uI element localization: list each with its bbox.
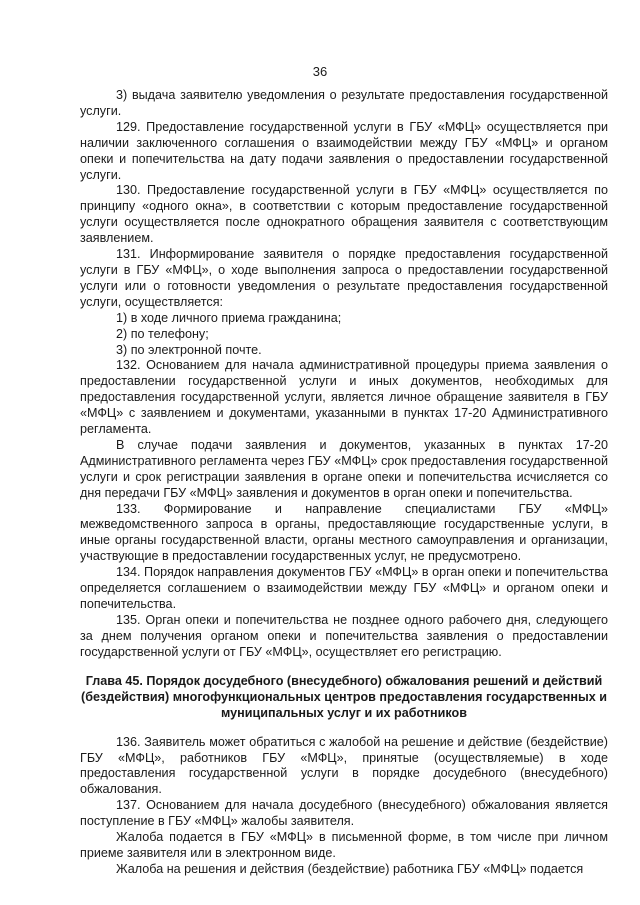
list-item: 2) по телефону; <box>116 326 209 341</box>
paragraph: 132. Основанием для начала административной процедуры приема заявления о предоставлении государственной услуги и иных документов, необходимых для предоставления государственной услуги, является личное обращение заявителя в ГБУ «МФЦ» с заявлением и документами, указанными в пунктах 17-20 Административного регламента. <box>80 358 608 437</box>
paragraph: 133. Формирование и направление специалистами ГБУ «МФЦ» межведомственного запроса в органы, предоставляющие государственные услуги, в иные органы государственной власти, органы местного самоуправления и организации, участвующие в предоставлении государственных услуг, не предусмотрено. <box>80 501 608 564</box>
page-number: 36 <box>312 64 328 79</box>
paragraph: Жалоба подается в ГБУ «МФЦ» в письменной форме, в том числе при личном приеме заявителя или в электронном виде. <box>80 830 608 860</box>
paragraph: В случае подачи заявления и документов, указанных в пунктах 17-20 Административного регламента через ГБУ «МФЦ» срок предоставления государственной услуги и срок регистрации заявления в органе опеки и попечительства исчисляется со дня передачи ГБУ «МФЦ» заявления и документов в орган опеки и попечительства. <box>80 437 608 500</box>
paragraph: 134. Порядок направления документов ГБУ «МФЦ» в орган опеки и попечительства определяется соглашением о взаимодействии между ГБУ «МФЦ» и органом опеки и попечительства. <box>80 565 608 611</box>
paragraph: 130. Предоставление государственной услуги в ГБУ «МФЦ» осуществляется по принципу «одного окна», в соответствии с которым предоставление государственной услуги осуществляется после однократного обращения заявителя с соответствующим заявлением. <box>80 183 608 246</box>
document-body <box>80 88 608 878</box>
paragraph: Жалоба на решения и действия (бездействие) работника ГБУ «МФЦ» подается <box>116 861 584 876</box>
list-item: 1) в ходе личного приема гражданина; <box>116 310 342 325</box>
paragraph: 131. Информирование заявителя о порядке предоставления государственной услуги в ГБУ «МФЦ», о ходе выполнения запроса о предоставлении государственной услуги или о готовности уведомления о результате предоставления государственной услуги, осуществляется: <box>80 247 608 309</box>
paragraph: 137. Основанием для начала досудебного (внесудебного) обжалования является поступление в ГБУ «МФЦ» жалобы заявителя. <box>80 798 608 829</box>
paragraph: 136. Заявитель может обратиться с жалобой на решение и действие (бездействие) ГБУ «МФЦ», работников ГБУ «МФЦ», принятые (осуществляемые) в ходе предоставления государственной услуги в порядке досудебного (внесудебного) обжалования. <box>80 734 608 797</box>
list-item: 3) по электронной почте. <box>116 342 262 357</box>
paragraph: 3) выдача заявителю уведомления о результате предоставления государственной услуги. <box>80 88 608 118</box>
paragraph: 135. Орган опеки и попечительства не позднее одного рабочего дня, следующего за днем получения органом опеки и попечительства заявления о предоставлении государственной услуги от ГБУ «МФЦ», осуществляет его регистрацию. <box>80 612 608 659</box>
chapter-heading: Глава 45. Порядок досудебного (внесудебного) обжалования решений и действий (бездействия) многофункциональных центров предоставления государственных и муниципальных услуг и их работников <box>81 673 607 720</box>
paragraph: 129. Предоставление государственной услуги в ГБУ «МФЦ» осуществляется при наличии заключенного соглашения о взаимодействии между ГБУ «МФЦ» и органом опеки и попечительства на дату подачи заявления о предоставлении государственной услуги. <box>80 119 608 182</box>
